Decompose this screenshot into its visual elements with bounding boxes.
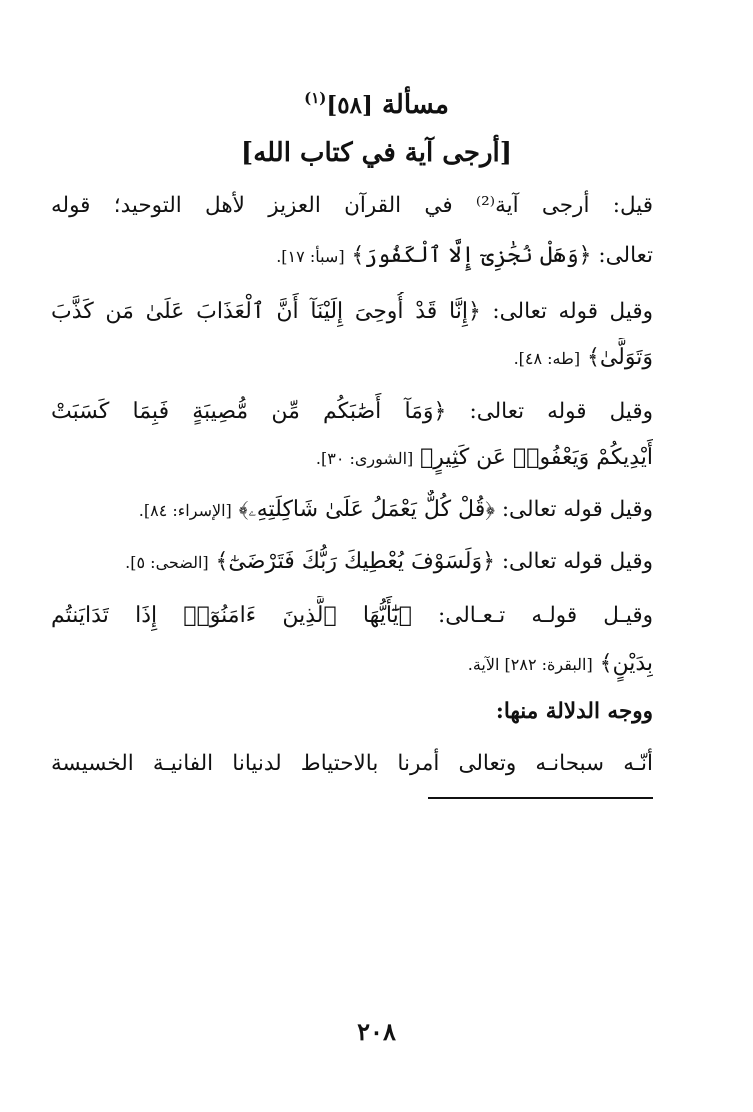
- text-line: [51, 744, 653, 784]
- paragraph-text: وقيل قوله تعالى:: [501, 497, 653, 522]
- text-line: [51, 186, 653, 226]
- text-line: [51, 542, 653, 583]
- text-line: [51, 438, 653, 479]
- surah-reference: [البقرة: ٢٨٢] الآية.: [467, 655, 593, 674]
- footnote-divider: [428, 797, 653, 799]
- quran-quote: ﴿إِنَّا قَدْ أُوحِىَ إِلَيْنَآ أَنَّ ٱلْعَذَابَ عَلَىٰ مَن كَذَّبَ: [51, 299, 481, 324]
- section-label: ووجه الدلالة منها:: [495, 699, 653, 724]
- text-line: [51, 596, 653, 636]
- text-line: [51, 236, 653, 277]
- surah-reference: [سبأ: ١٧].: [276, 247, 345, 266]
- surah-reference: [الإسراء: ٨٤].: [138, 501, 232, 520]
- quran-quote: ﴿يَٰٓأَيُّهَا ٱلَّذِينَ ءَامَنُوٓا۟ إِذَا تَدَايَنتُم: [51, 603, 412, 628]
- paragraph-text: وقيل قوله تعالى:: [469, 399, 653, 424]
- paragraph-text: وقيـل قولـه تـعـالى:: [438, 603, 653, 628]
- surah-reference: [طه: ٤٨].: [513, 349, 581, 368]
- quran-quote: وَتَوَلَّىٰ﴾: [586, 345, 653, 370]
- paragraph-text: أنّـه سبحانـه وتعالى أمرنا بالاحتياط لدنيانا الفانيـة الخسيسة: [51, 751, 653, 776]
- quran-quote: ﴿وَمَآ أَصَٰبَكُم مِّن مُّصِيبَةٍ فَبِمَا كَسَبَتْ: [51, 399, 447, 424]
- text-line: [51, 292, 653, 332]
- paragraph-text: تعالى:: [598, 243, 653, 268]
- heading-title: مسألة: [381, 90, 449, 120]
- chapter-heading: [0, 78, 753, 126]
- text-line: [51, 490, 653, 531]
- surah-reference: [الشورى: ٣٠].: [315, 449, 414, 468]
- paragraph-text: قيل: أرجى آية⁽²⁾ في القرآن العزيز لأهل التوحيد؛ قوله: [51, 193, 653, 218]
- quran-quote: بِدَيْنٍ﴾: [599, 651, 653, 676]
- quran-quote: ﴿قُلْ كُلٌّ يَعْمَلُ عَلَىٰ شَاكِلَتِهِۦ﴾: [238, 497, 495, 522]
- quran-quote: ﴿وَلَسَوْفَ يُعْطِيكَ رَبُّكَ فَتَرْضَىٰٓ﴾: [215, 549, 495, 574]
- text-line: [51, 392, 653, 432]
- page-number: ٢٠٨: [357, 1017, 396, 1046]
- quran-quote: ﴿وَهَلْ نُجَٰزِىٓ إِلَّا ٱلْكَفُورَ﴾: [351, 243, 592, 268]
- surah-reference: [الضحى: ٥].: [125, 553, 209, 572]
- heading-footnote-ref: (١): [304, 89, 327, 107]
- text-line: [51, 338, 653, 379]
- chapter-subtitle: [أرجى آية في كتاب الله]: [240, 138, 513, 168]
- paragraph-text: وقيل قوله تعالى:: [501, 549, 653, 574]
- quran-quote: أَيْدِيكُمْ وَيَعْفُوا۟ عَن كَثِيرٍ﴾: [420, 445, 653, 470]
- heading-number: [٥٨]: [326, 92, 373, 119]
- text-line: [51, 644, 653, 685]
- paragraph-text: وقيل قوله تعالى:: [492, 299, 653, 324]
